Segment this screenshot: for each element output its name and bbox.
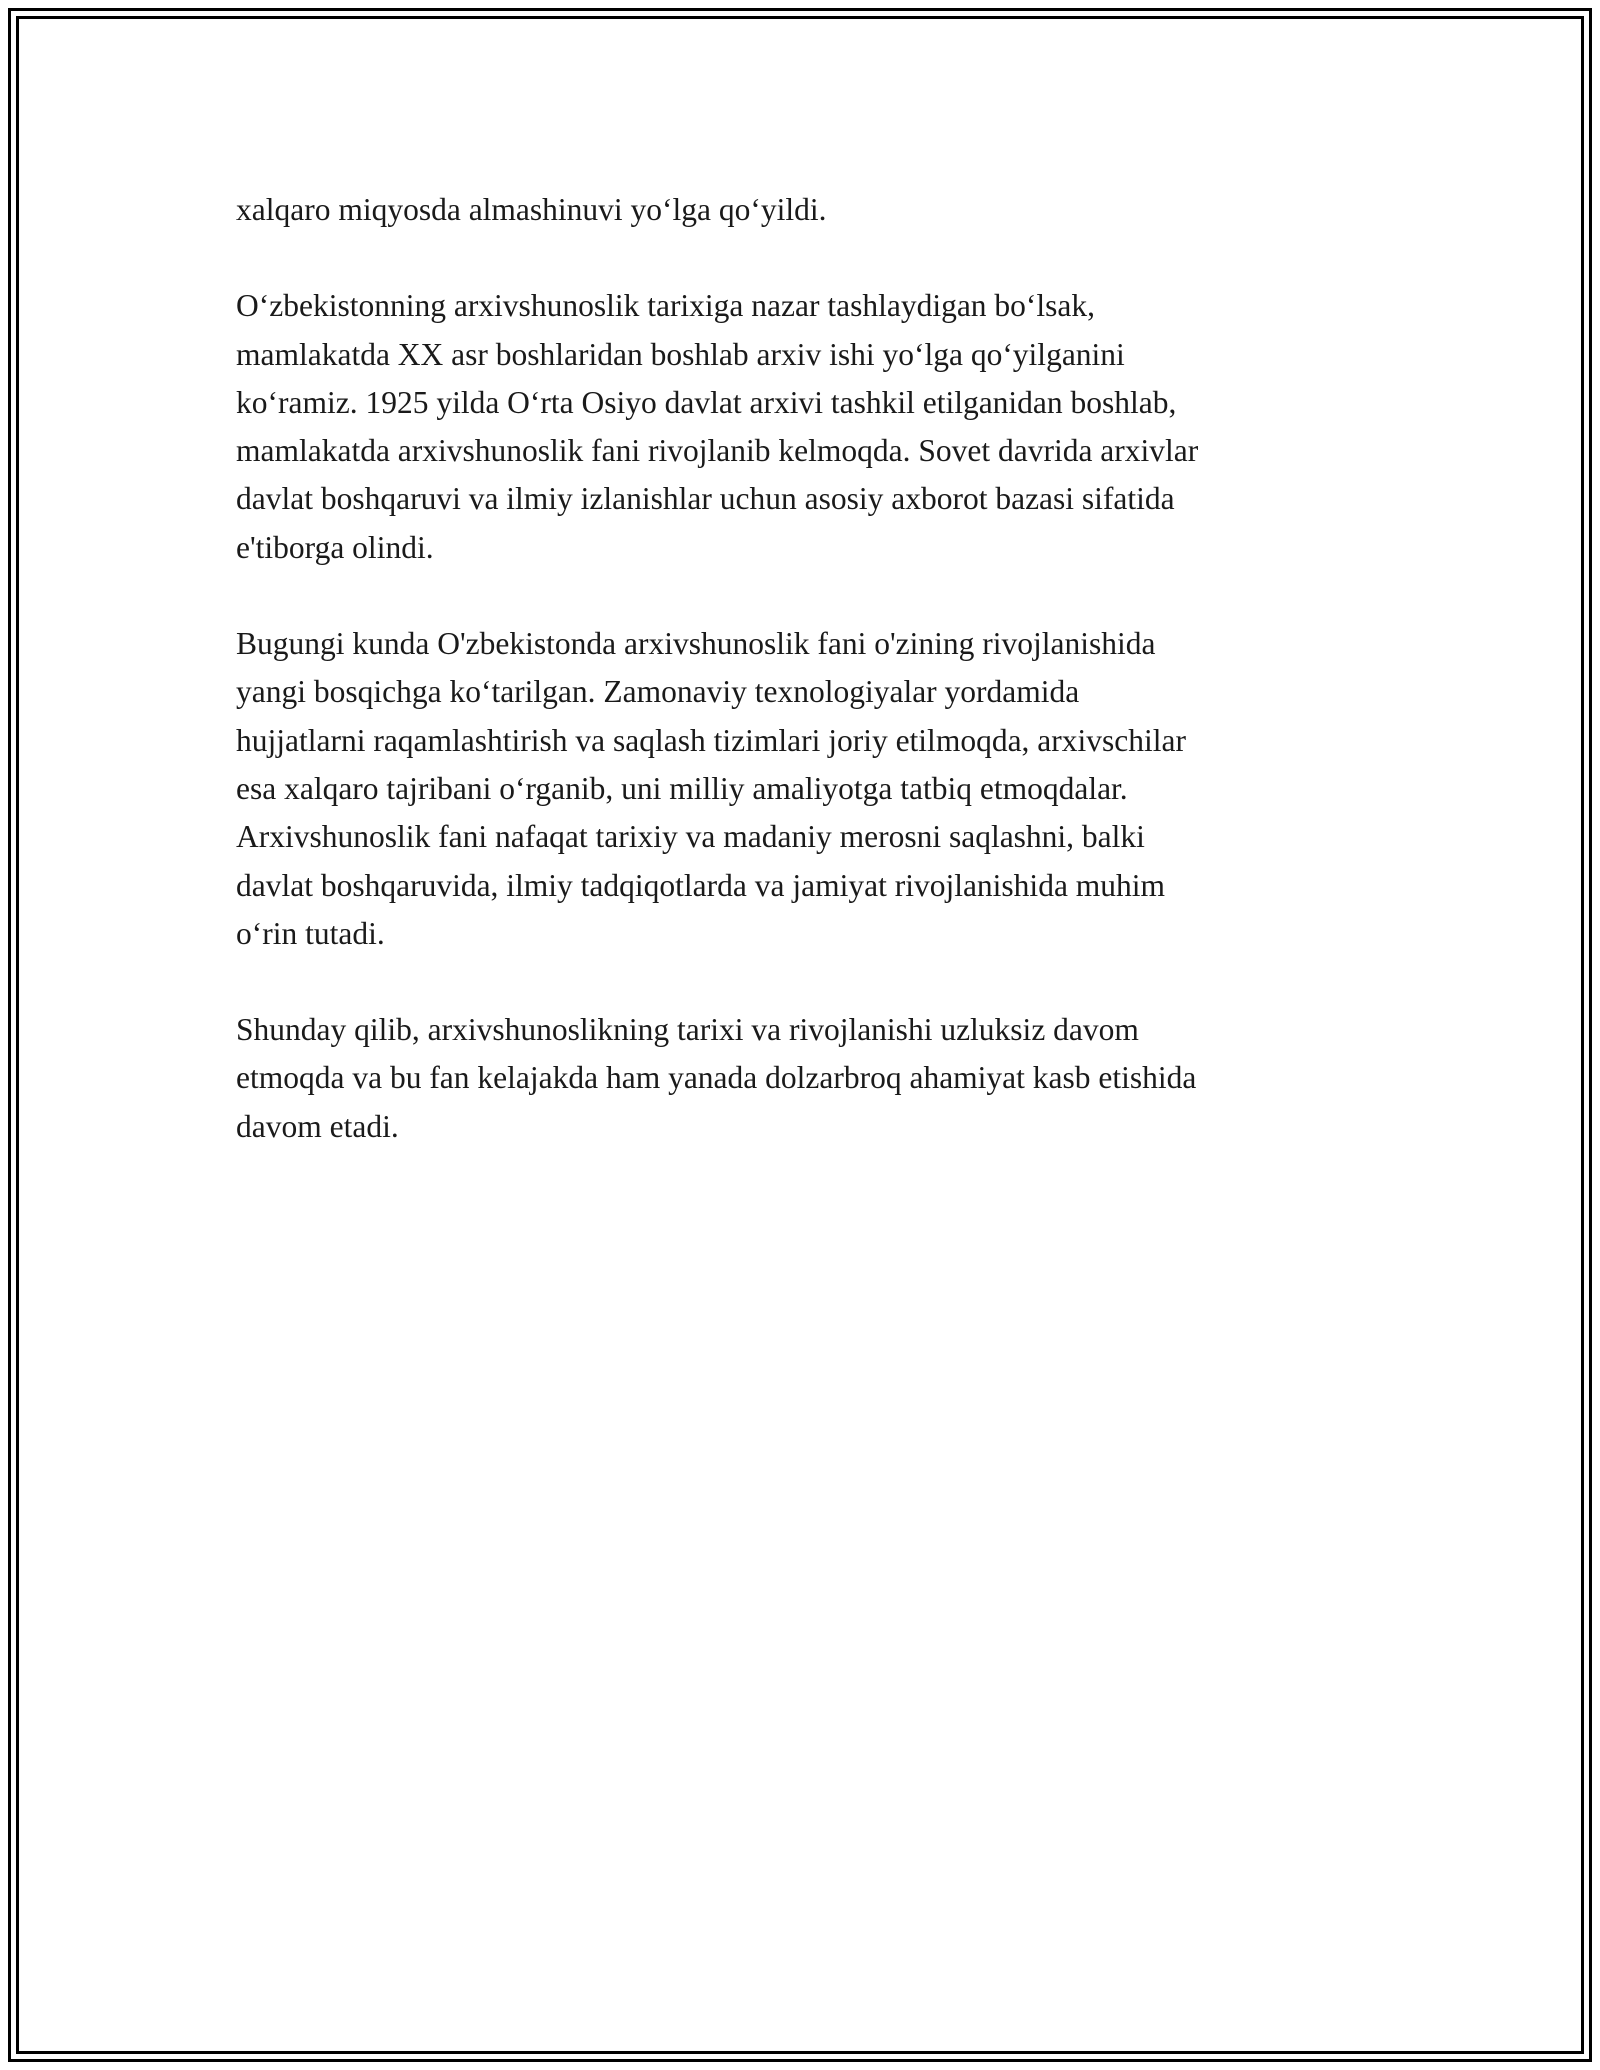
- paragraph-4: Shunday qilib, arxivshunoslikning tarixi va rivojlanishi uzluksiz davom etmoqda va bu fan kelajakda ham yanada dolzarbroq ahamiyat kasb etishida davom etadi.: [236, 1012, 1197, 1144]
- paragraph-1: xalqaro miqyosda almashinuvi yoʻlga qoʻyildi.: [236, 192, 827, 227]
- document-body: [236, 186, 1366, 1199]
- paragraph-3: Bugungi kunda O'zbekistonda arxivshunoslik fani o'zining rivojlanishida yangi bosqichga koʻtarilgan. Zamonaviy texnologiyalar yordamida hujjatlarni raqamlashtirish va saqlash tizimlari joriy etilmoqda, arxivschilar esa xalqaro tajribani oʻrganib, uni milliy amaliyotga tatbiq etmoqdalar. Arxivshunoslik fani nafaqat tarixiy va madaniy merosni saqlashni, balki davlat boshqaruvida, ilmiy tadqiqotlarda va jamiyat rivojlanishida muhim oʻrin tutadi.: [236, 626, 1186, 951]
- paragraph-2: Oʻzbekistonning arxivshunoslik tarixiga nazar tashlaydigan boʻlsak, mamlakatda XX asr boshlaridan boshlab arxiv ishi yoʻlga qoʻyilganini koʻramiz. 1925 yilda Oʻrta Osiyo davlat arxivi tashkil etilganidan boshlab, mamlakatda arxivshunoslik fani rivojlanib kelmoqda. Sovet davrida arxivlar davlat boshqaruvi va ilmiy izlanishlar uchun asosiy axborot bazasi sifatida e'tiborga olindi.: [236, 288, 1199, 565]
